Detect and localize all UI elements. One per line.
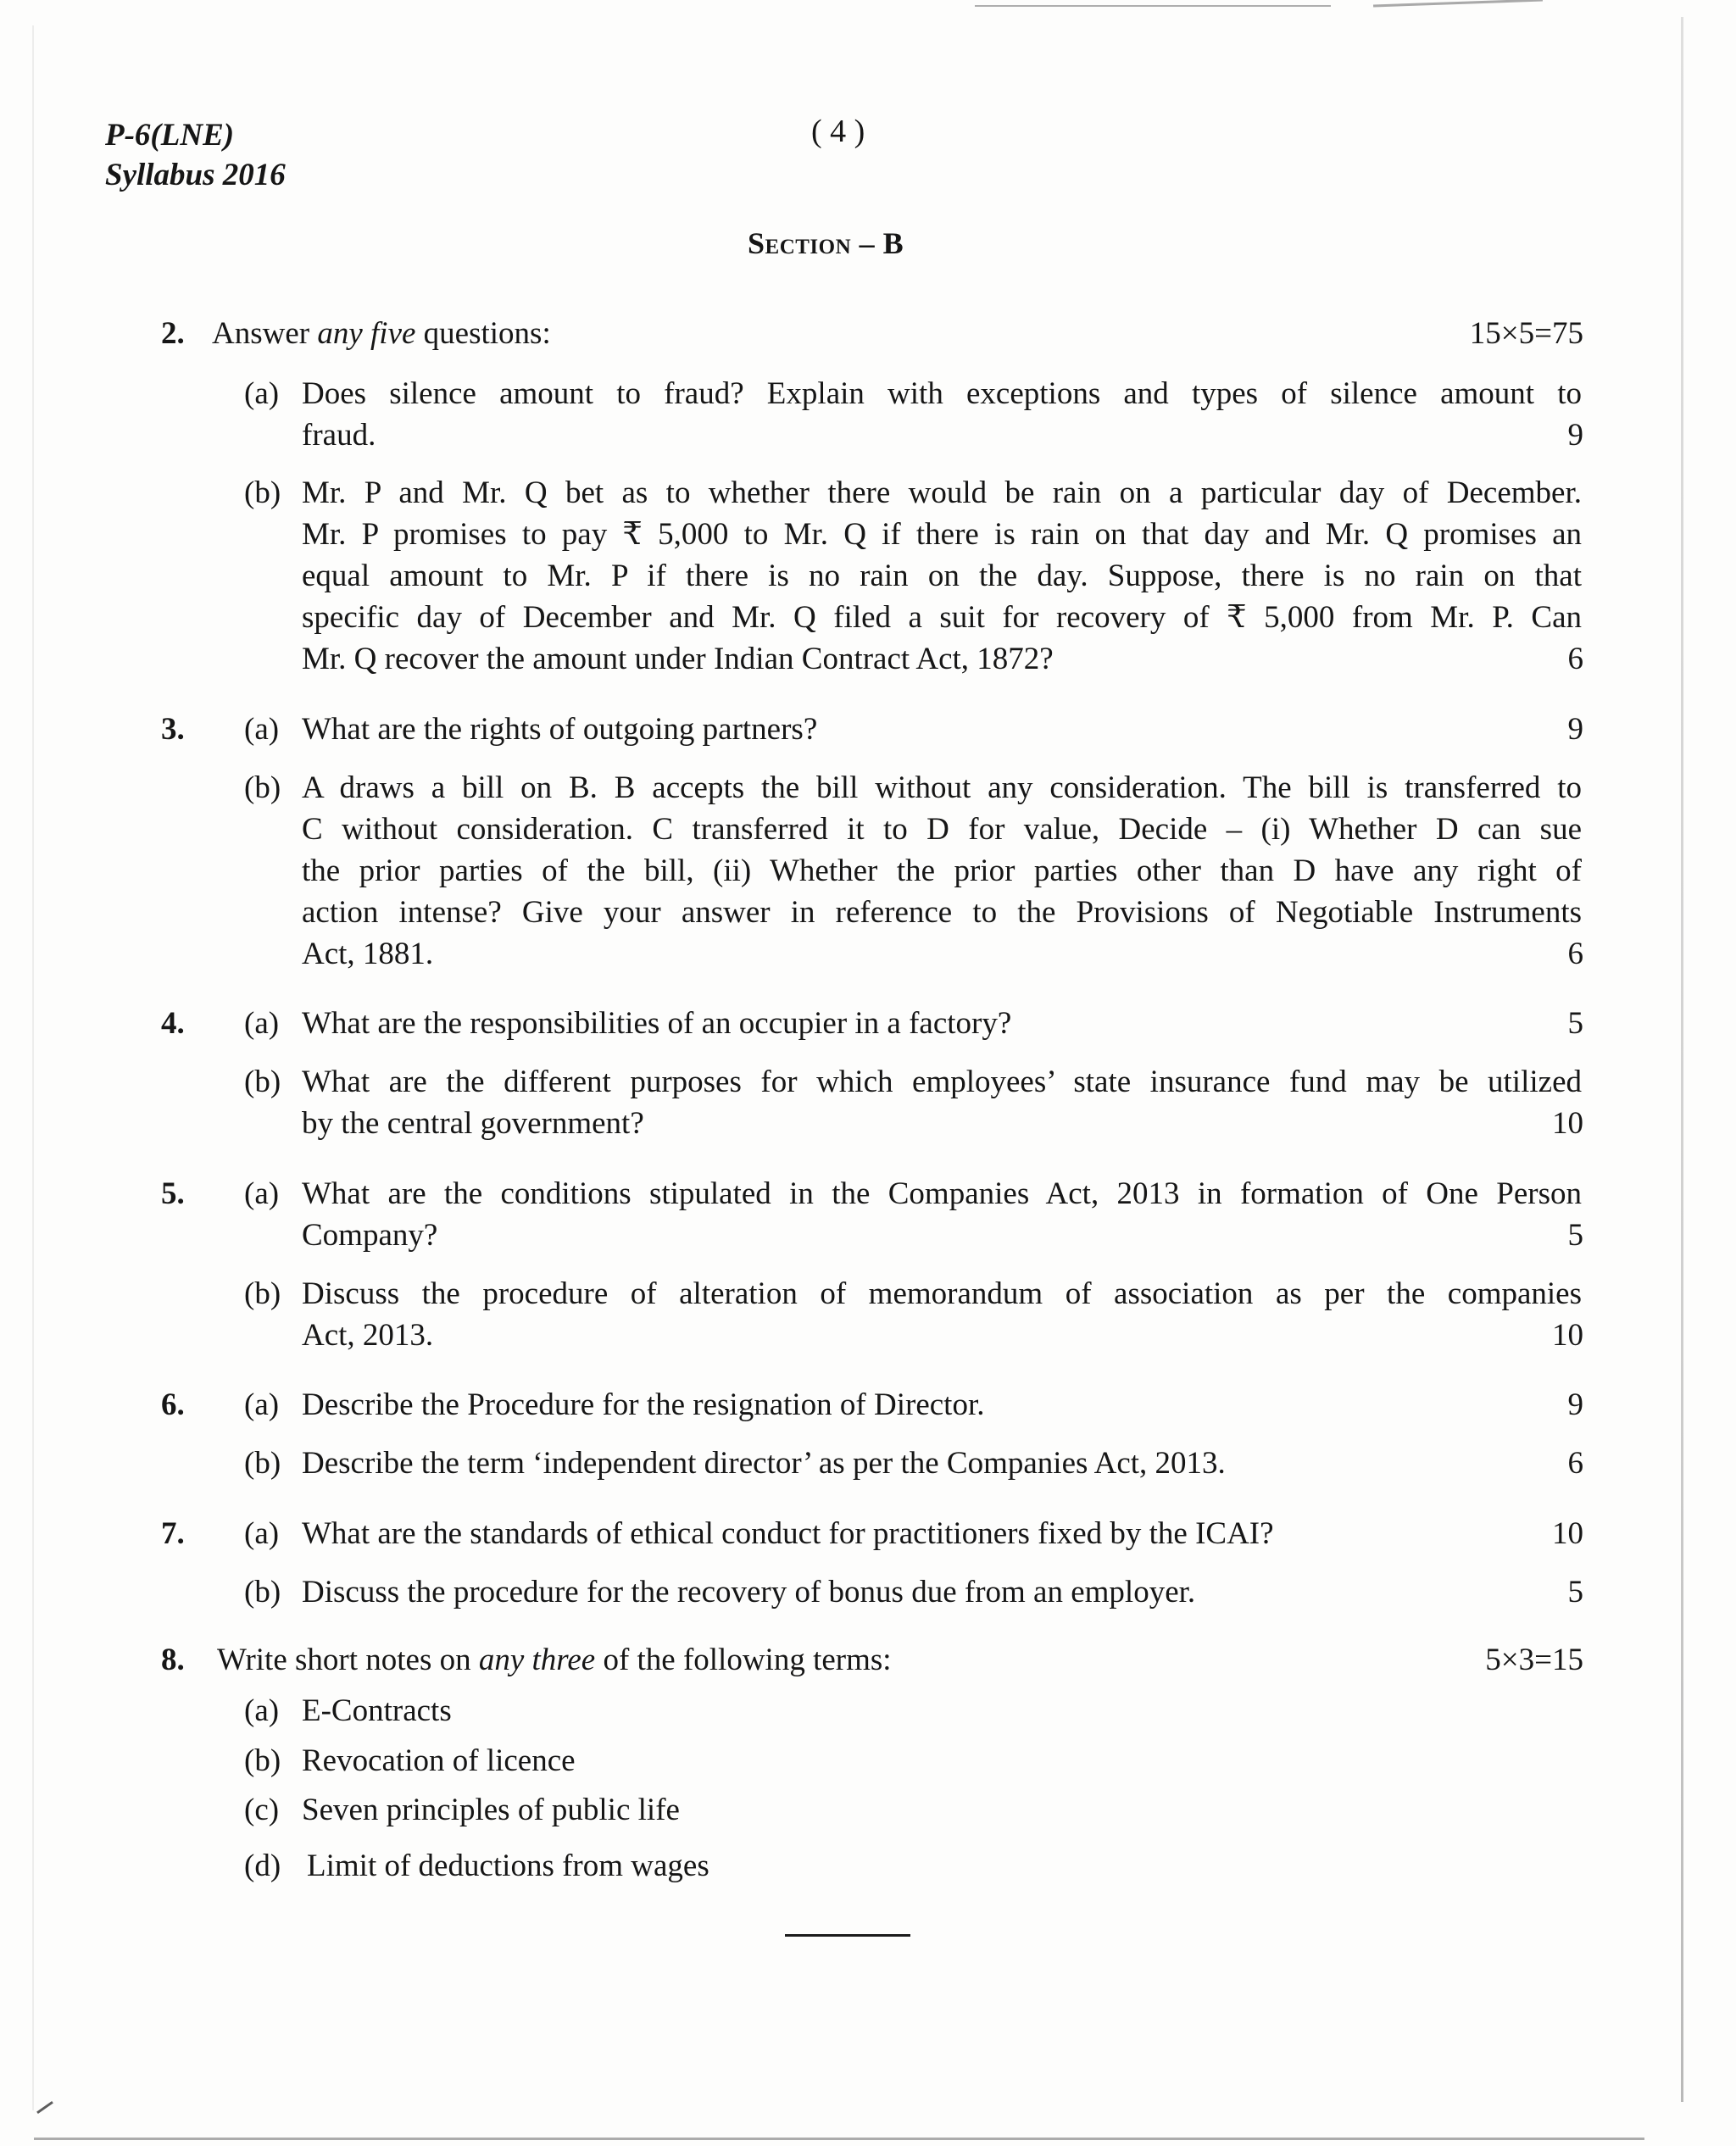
question-number: 2. [161, 316, 185, 351]
sub-line: Describe the Procedure for the resignation of Director. [302, 1387, 985, 1422]
sub-line: Act, 2013. [302, 1318, 434, 1353]
page-number: ( 4 ) [811, 114, 865, 149]
question-instruction: Write short notes on any three of the following terms: [217, 1643, 892, 1677]
sub-marks: 10 [1552, 1106, 1583, 1141]
sub-label: (a) [244, 1006, 280, 1041]
sub-line: Company? [302, 1218, 438, 1253]
sub-line: A draws a bill on B. B accepts the bill without any consideration. The bill is transferred to [302, 770, 1582, 805]
sub-label: (b) [244, 1446, 281, 1481]
sub-label: (b) [244, 770, 281, 805]
sub-label: (a) [244, 1176, 280, 1211]
question-number: 7. [161, 1516, 185, 1551]
sub-marks: 6 [1567, 937, 1583, 971]
sub-line: Describe the term ‘independent director’ as per the Companies Act, 2013. [302, 1446, 1226, 1481]
question-marks: 15×5=75 [1469, 316, 1583, 351]
section-letter: – B [851, 226, 904, 260]
sub-line: What are the rights of outgoing partners? [302, 712, 818, 747]
sub-line: fraud. [302, 418, 376, 453]
section-word: Section [748, 226, 852, 260]
note-term: Limit of deductions from wages [307, 1849, 709, 1883]
note-term: Revocation of licence [302, 1743, 576, 1778]
question-number: 5. [161, 1176, 185, 1211]
question-instruction: Answer any five questions: [212, 316, 551, 351]
scan-edge-top-mark [1373, 0, 1543, 7]
sub-label: (d) [244, 1849, 281, 1883]
note-term: Seven principles of public life [302, 1793, 680, 1827]
sub-marks: 10 [1552, 1318, 1583, 1353]
sub-label: (a) [244, 1693, 280, 1728]
sub-line: Mr. P promises to pay ₹ 5,000 to Mr. Q if there is rain on that day and Mr. Q promises an [302, 517, 1582, 552]
sub-marks: 9 [1567, 1387, 1583, 1422]
sub-marks: 6 [1567, 642, 1583, 676]
sub-line: Discuss the procedure for the recovery of bonus due from an employer. [302, 1575, 1196, 1610]
sub-line: Mr. Q recover the amount under Indian Contract Act, 1872? [302, 642, 1054, 676]
scan-edge-top [975, 5, 1331, 7]
sub-line: Mr. P and Mr. Q bet as to whether there would be rain on a particular day of December. [302, 475, 1582, 510]
scan-edge-left [32, 25, 34, 2110]
question-number: 6. [161, 1387, 185, 1422]
sub-marks: 6 [1567, 1446, 1583, 1481]
sub-line: the prior parties of the bill, (ii) Whether the prior parties other than D have any right of [302, 853, 1582, 888]
sub-line: by the central government? [302, 1106, 644, 1141]
sub-label: (a) [244, 1387, 280, 1422]
end-rule [785, 1934, 910, 1937]
sub-line: action intense? Give your answer in reference to the Provisions of Negotiable Instruments [302, 895, 1582, 930]
paper-code: P-6(LNE) [105, 118, 235, 153]
scan-edge-right [1681, 17, 1683, 2102]
sub-line: What are the responsibilities of an occupier in a factory? [302, 1006, 1012, 1041]
note-term: E-Contracts [302, 1693, 452, 1728]
sub-marks: 9 [1567, 418, 1583, 453]
sub-line: equal amount to Mr. P if there is no rain on the day. Suppose, there is no rain on that [302, 559, 1582, 593]
sub-marks: 5 [1567, 1575, 1583, 1610]
sub-line: What are the standards of ethical conduct for practitioners fixed by the ICAI? [302, 1516, 1274, 1551]
sub-line: Does silence amount to fraud? Explain with exceptions and types of silence amount to [302, 376, 1582, 411]
sub-label: (c) [244, 1793, 280, 1827]
sub-marks: 10 [1552, 1516, 1583, 1551]
sub-line: Act, 1881. [302, 937, 434, 971]
scan-corner-mark [36, 2101, 53, 2114]
sub-marks: 5 [1567, 1218, 1583, 1253]
paper-code-block [105, 115, 286, 195]
sub-label: (a) [244, 376, 280, 411]
sub-label: (a) [244, 712, 280, 747]
question-number: 4. [161, 1006, 185, 1041]
sub-line: specific day of December and Mr. Q filed a suit for recovery of ₹ 5,000 from Mr. P. Can [302, 600, 1582, 635]
question-number: 8. [161, 1643, 185, 1677]
sub-line: Discuss the procedure of alteration of memorandum of association as per the companies [302, 1276, 1582, 1311]
sub-line: C without consideration. C transferred it to D for value, Decide – (i) Whether D can sue [302, 812, 1582, 847]
sub-line: What are the conditions stipulated in the Companies Act, 2013 in formation of One Person [302, 1176, 1582, 1211]
sub-label: (a) [244, 1516, 280, 1551]
sub-line: What are the different purposes for which employees’ state insurance fund may be utilized [302, 1065, 1582, 1099]
sub-marks: 9 [1567, 712, 1583, 747]
sub-label: (b) [244, 475, 281, 510]
sub-label: (b) [244, 1575, 281, 1610]
sub-label: (b) [244, 1065, 281, 1099]
question-number: 3. [161, 712, 185, 747]
syllabus-year: Syllabus 2016 [105, 158, 286, 192]
sub-marks: 5 [1567, 1006, 1583, 1041]
scan-edge-bottom [34, 2138, 1644, 2140]
sub-label: (b) [244, 1276, 281, 1311]
section-title [748, 225, 904, 261]
question-marks: 5×3=15 [1485, 1643, 1583, 1677]
sub-label: (b) [244, 1743, 281, 1778]
